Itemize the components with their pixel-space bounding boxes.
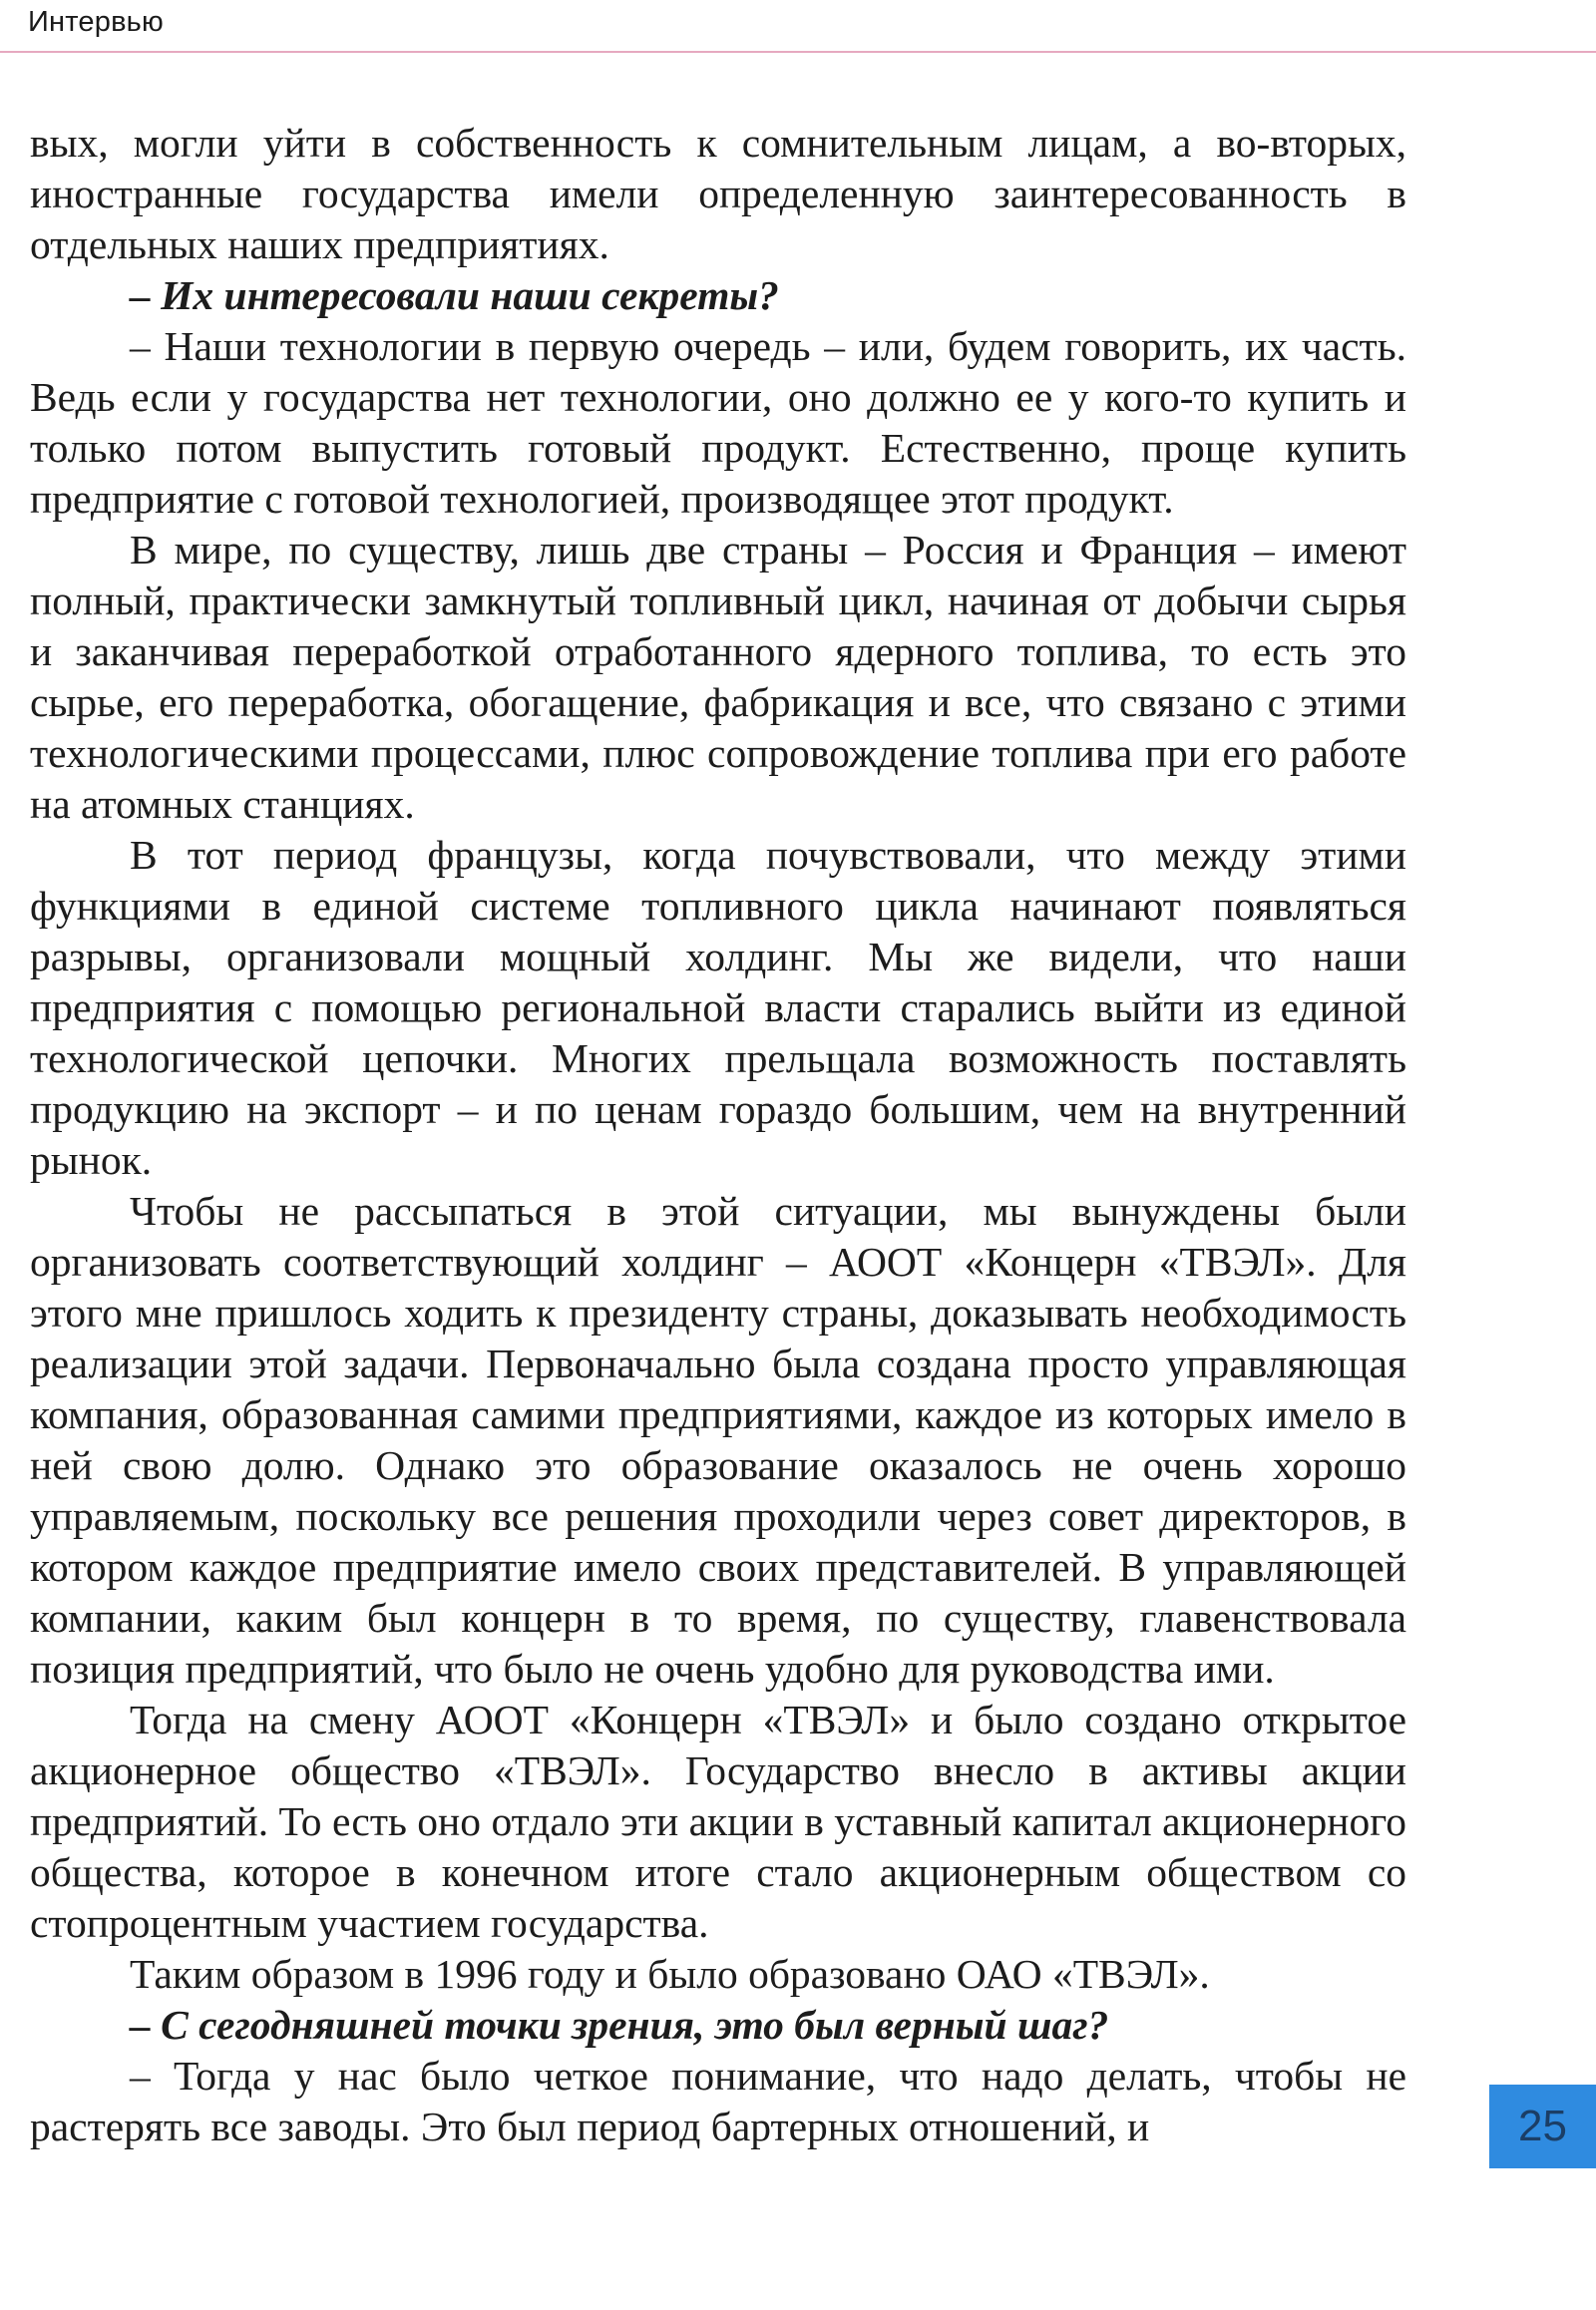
article-body [30, 118, 1406, 2152]
interview-question: – С сегодняшней точки зрения, это был верный шаг? [130, 2002, 1109, 2048]
paragraph: В тот период французы, когда почувствовали, что между этими функциями в единой системе топливного цикла начинают появляться разрывы, организовали мощный холдинг. Мы же видели, что наши предприятия с помощью региональной власти старались выйти из единой технологической цепочки. Многих прельщала возможность поставлять продукцию на экспорт – и по ценам гораздо большим, чем на внутренний рынок. [30, 832, 1406, 1183]
page-number-tab [1489, 2085, 1596, 2168]
paragraph: Тогда на смену АООТ «Концерн «ТВЭЛ» и было создано открытое акционерное общество «ТВЭЛ». Государство внесло в активы акции предприятий. То есть оно отдало эти акции в уставный капитал акционерного общества, которое в конечном итоге стало акционерным обществом со стопроцентным участием государства. [30, 1697, 1406, 1946]
section-title: Интервью [28, 6, 164, 38]
paragraph-continuation: вых, могли уйти в собственность к сомнительным лицам, а во-вторых, иностранные государства имели определенную заинтересованность в отдельных наших предприятиях. [30, 120, 1406, 267]
interview-answer: – Наши технологии в первую очередь – или, будем говорить, их часть. Ведь если у государства нет технологии, оно должно ее у кого-то купить и только потом выпустить готовый продукт. Естественно, проще купить предприятие с готовой технологией, производящее этот продукт. [30, 323, 1406, 522]
paragraph: Чтобы не рассыпаться в этой ситуации, мы вынуждены были организовать соответствующий холдинг – АООТ «Концерн «ТВЭЛ». Для этого мне пришлось ходить к президенту страны, доказывать необходимость реализации этой задачи. Первоначально была создана просто управляющая компания, образованная самими предприятиями, каждое из которых имело в ней свою долю. Однако это образование оказалось не очень хорошо управляемым, поскольку все решения проходили через совет директоров, в котором каждое предприятие имело своих представителей. В управляющей компании, каким был концерн в то время, по существу, главенствовала позиция предприятий, что было не очень удобно для руководства ими. [30, 1188, 1406, 1692]
header-divider [0, 51, 1596, 53]
page-header [0, 0, 1596, 52]
paragraph: В мире, по существу, лишь две страны – Россия и Франция – имеют полный, практически замкнутый топливный цикл, начиная от добычи сырья и заканчивая переработкой отработанного ядерного топлива, то есть это сырье, его переработка, обогащение, фабрикация и все, что связано с этими технологическими процессами, плюс сопровождение топлива при его работе на атомных станциях. [30, 527, 1406, 827]
paragraph: Таким образом в 1996 году и было образовано ОАО «ТВЭЛ». [130, 1951, 1210, 1997]
page-number: 25 [1518, 2102, 1567, 2150]
interview-question: – Их интересовали наши секреты? [130, 272, 779, 318]
interview-answer: – Тогда у нас было четкое понимание, что надо делать, чтобы не растерять все заводы. Это был период бартерных отношений, и [30, 2053, 1406, 2149]
